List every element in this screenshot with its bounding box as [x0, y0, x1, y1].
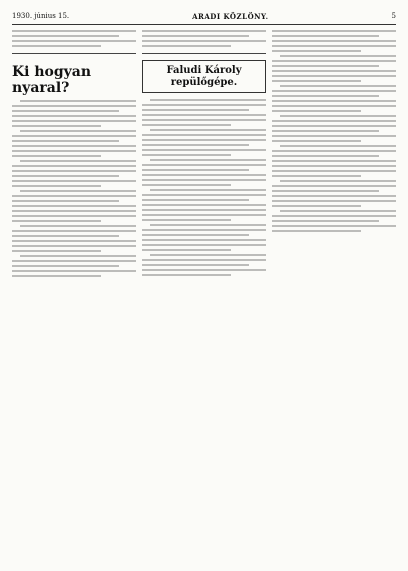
header-date: 1930. június 15. — [12, 11, 70, 20]
section-title: Faludi Károly repülőgépe. — [166, 65, 242, 88]
section-divider — [12, 53, 136, 54]
column-2 — [142, 30, 266, 560]
page-header — [12, 10, 396, 22]
header-rule — [12, 24, 396, 25]
newspaper-title: ARADI KÖZLÖNY. — [192, 11, 269, 21]
column-1 — [12, 30, 136, 560]
faludi-title-box — [142, 60, 266, 93]
page-number: 5 — [391, 11, 396, 20]
section-divider — [142, 53, 266, 54]
section-title: Ki hogyan nyaral? — [12, 64, 92, 96]
column-3 — [272, 30, 396, 560]
